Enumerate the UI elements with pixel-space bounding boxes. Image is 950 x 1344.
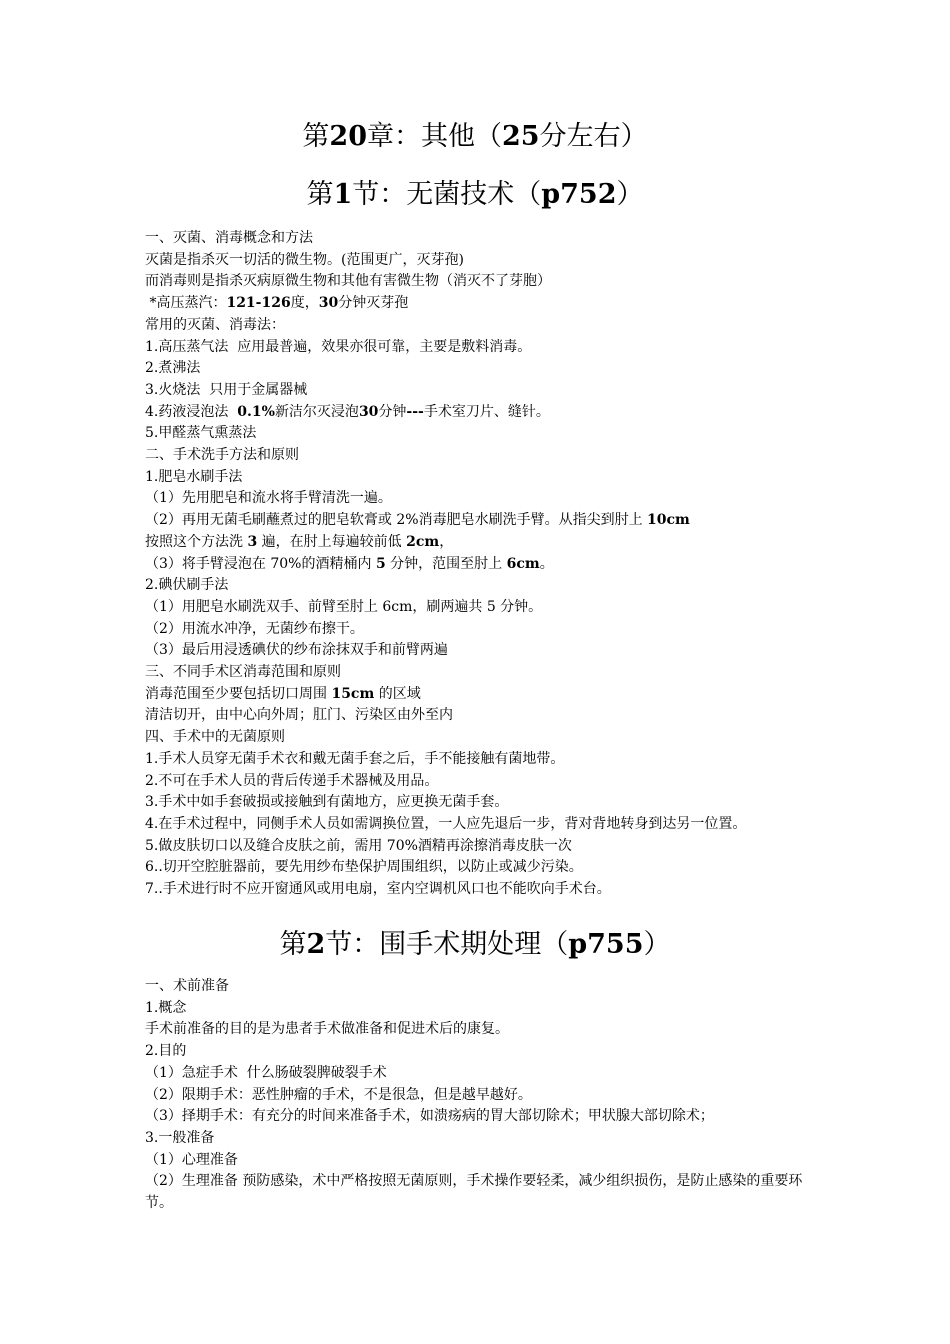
- chapter-title: 第20章：其他（25分左右）: [302, 121, 648, 152]
- text-line: 4.在手术过程中，同侧手术人员如需调换位置，一人应先退后一步，背对背地转身到达另一位置。: [145, 815, 747, 832]
- text-line: 1.手术人员穿无菌手术衣和戴无菌手套之后，手不能接触有菌地带。: [145, 750, 565, 767]
- text-line: 3.一般准备: [145, 1129, 215, 1146]
- text-line: 一、灭菌、消毒概念和方法: [145, 230, 313, 246]
- text-line: 一、术前准备: [145, 978, 229, 994]
- text-line: （3）择期手术：有充分的时间来准备手术，如溃疡病的胃大部切除术；甲状腺大部切除术；: [145, 1108, 714, 1125]
- text-line: 常用的灭菌、消毒法：: [145, 316, 285, 333]
- text-line: 3.火烧法 只用于金属器械: [145, 381, 308, 398]
- text-line: 1.高压蒸气法 应用最普遍，效果亦很可靠，主要是敷料消毒。: [145, 338, 532, 355]
- text-line: 手术前准备的目的是为患者手术做准备和促进术后的康复。: [145, 1021, 509, 1038]
- text-line: 6..切开空腔脏器前，要先用纱布垫保护周围组织，以防止或减少污染。: [145, 859, 583, 876]
- text-line: 7..手术进行时不应开窗通风或用电扇，室内空调机风口也不能吹向手术台。: [145, 881, 611, 898]
- text-line: （3）最后用浸透碘伏的纱布涂抹双手和前臂两遍: [145, 642, 448, 659]
- text-line: *高压蒸汽：121-126度，30分钟灭芽孢: [145, 295, 409, 312]
- text-line: 二、手术洗手方法和原则: [145, 447, 299, 464]
- section-2-title: 第2节：围手术期处理（p755）: [279, 929, 671, 960]
- section-1-title: 第1节：无菌技术（p752）: [306, 179, 644, 210]
- text-line: 而消毒则是指杀灭病原微生物和其他有害微生物（消灭不了芽胞）: [145, 273, 551, 290]
- text-line: 清洁切开，由中心向外周；肛门、污染区由外至内: [145, 707, 453, 724]
- text-line: 3.手术中如手套破损或接触到有菌地方，应更换无菌手套。: [145, 794, 509, 811]
- text-line: （2）限期手术：恶性肿瘤的手术，不是很急，但是越早越好。: [145, 1086, 532, 1103]
- text-line: （1）急症手术 什么肠破裂脾破裂手术: [145, 1064, 387, 1081]
- text-line: 2.碘伏刷手法: [145, 577, 229, 594]
- text-line: 消毒范围至少要包括切口周围 15cm 的区域: [145, 685, 421, 702]
- text-line: 灭菌是指杀灭一切活的微生物。(范围更广，灭芽孢): [145, 251, 464, 268]
- text-line: 4.药液浸泡法 0.1%新洁尔灭浸泡30分钟---手术室刀片、缝针。: [145, 403, 550, 420]
- text-line: 三、不同手术区消毒范围和原则: [145, 664, 341, 681]
- text-line: （2）用流水冲净，无菌纱布擦干。: [145, 620, 364, 637]
- text-line: （1）用肥皂水刷洗双手、前臂至肘上 6cm，刷两遍共 5 分钟。: [145, 598, 543, 615]
- text-line: 1.肥皂水刷手法: [145, 468, 243, 485]
- section-2-body: [145, 976, 810, 1215]
- text-line: （3）将手臂浸泡在 70%的酒精桶内 5 分钟，范围至肘上 6cm。: [145, 555, 554, 572]
- section-1-body: [145, 228, 810, 901]
- text-line: （1）先用肥皂和流水将手臂清洗一遍。: [145, 490, 392, 507]
- text-line: 2.不可在手术人员的背后传递手术器械及用品。: [145, 772, 439, 789]
- text-line: （2）再用无菌毛刷蘸煮过的肥皂软膏或 2%消毒肥皂水刷洗手臂。从指尖到肘上 10cm: [145, 512, 690, 529]
- text-line: 2.煮沸法: [145, 360, 201, 377]
- text-line: （2）生理准备 预防感染，术中严格按照无菌原则，手术操作要轻柔，减少组织损伤，是防止感染的重要环节。: [145, 1173, 803, 1212]
- text-line: 5.做皮肤切口以及缝合皮肤之前，需用 70%酒精再涂擦消毒皮肤一次: [145, 837, 572, 854]
- text-line: 2.目的: [145, 1043, 187, 1060]
- text-line: 四、手术中的无菌原则: [145, 729, 285, 746]
- text-line: 5.甲醛蒸气熏蒸法: [145, 425, 257, 442]
- text-line: （1）心理准备: [145, 1151, 238, 1168]
- text-line: 1.概念: [145, 999, 187, 1016]
- text-line: 按照这个方法洗 3 遍，在肘上每遍较前低 2cm，: [145, 533, 454, 550]
